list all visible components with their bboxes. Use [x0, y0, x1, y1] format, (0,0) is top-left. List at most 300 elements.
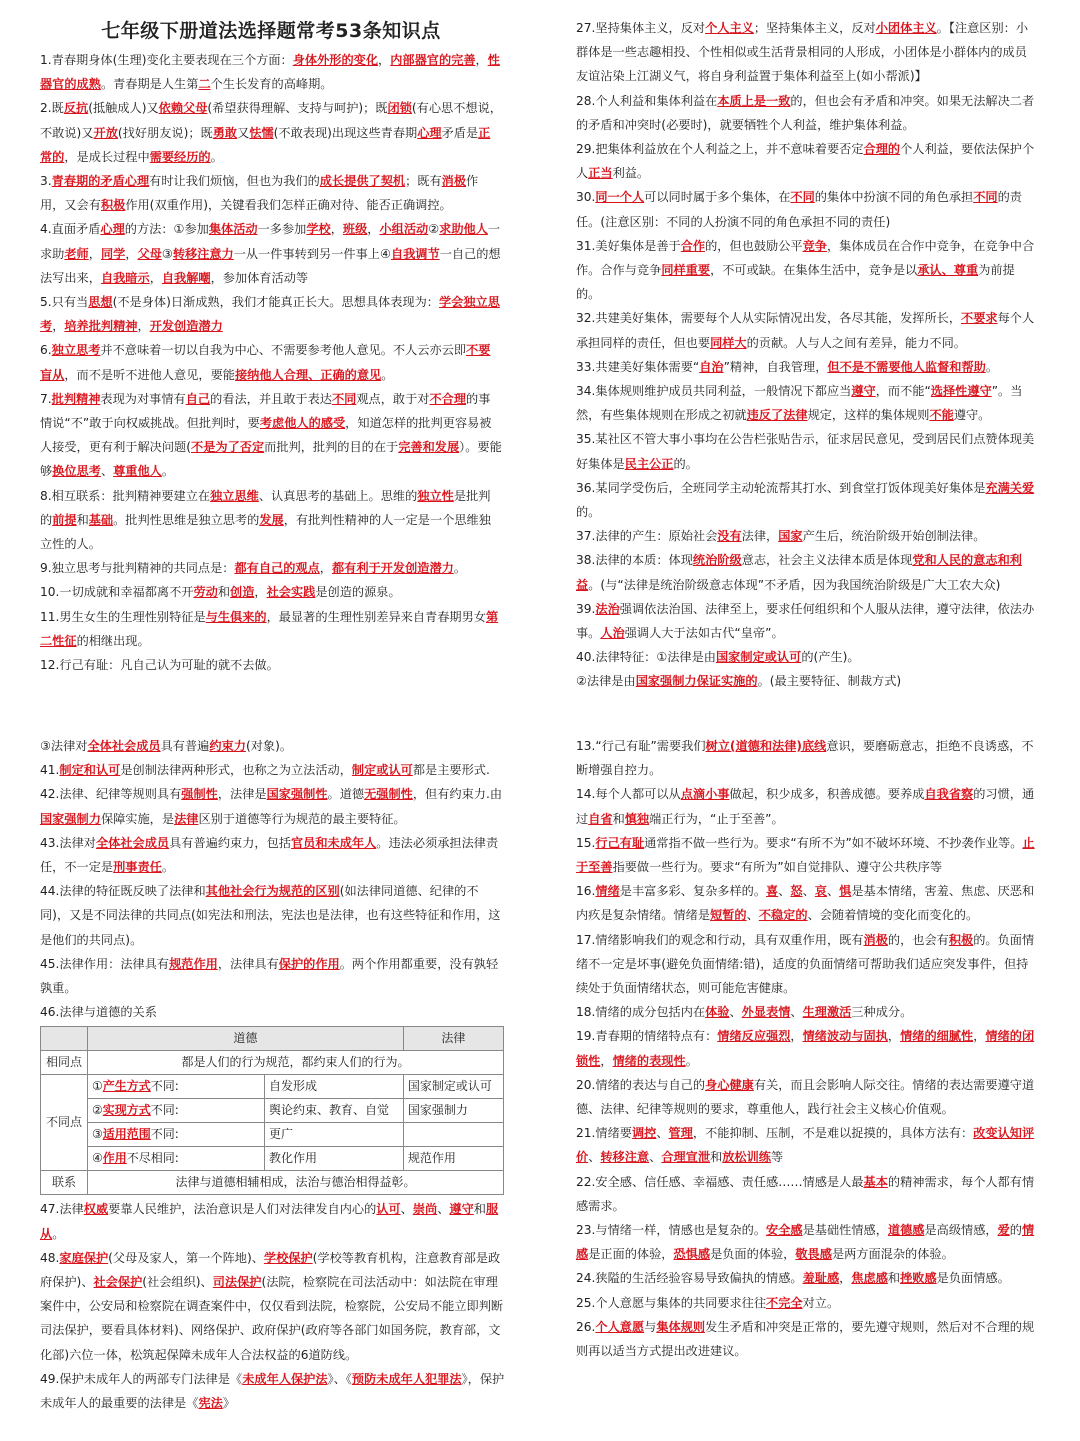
table-row [41, 1099, 504, 1123]
key-term: 合理宣泄 [661, 1150, 711, 1165]
knowledge-point [576, 1024, 1038, 1072]
key-term: 发展 [259, 512, 284, 527]
point-text: 的 [1009, 1223, 1022, 1238]
knowledge-point [40, 217, 502, 290]
point-text: (希望获得理解、支持与呵护)；既 [207, 101, 388, 116]
knowledge-point [40, 169, 502, 217]
key-term: 外显表情 [741, 1005, 791, 1020]
point-text: 每个人承担同样的责任，但也要 [576, 311, 1035, 350]
point-text: 17.情绪影响我们的观念和行动，具有双重作用，既有 [576, 932, 864, 947]
point-text: (找好朋友说)；既 [117, 125, 213, 140]
knowledge-point [576, 548, 1038, 596]
point-text: 7. [40, 391, 52, 406]
key-term: 情感 [576, 1223, 1035, 1262]
point-text: 25.个人意愿与集体的共同要求往往 [576, 1295, 767, 1310]
key-term: 不要求 [961, 311, 998, 326]
point-text: ③法律对 [40, 739, 88, 753]
key-term: 法律 [174, 811, 199, 826]
point-text: ，有批判性精神的人一定是一个思维独立性的人。 [40, 512, 491, 552]
point-text: (对象)。 [245, 739, 293, 753]
knowledge-point [576, 185, 1038, 233]
point-text: 强调人大于法如古代“皇帝”。 [624, 626, 784, 641]
key-term: 改变认知评价 [576, 1126, 1035, 1165]
point-text: 31.美好集体是善于 [576, 238, 681, 253]
point-text: 、 [649, 1150, 662, 1165]
key-term: 恐惧感 [673, 1247, 711, 1262]
key-term: 惧 [839, 884, 852, 899]
key-term: 心理 [417, 125, 442, 140]
key-term: 同学 [100, 246, 126, 261]
point-text: 保障实施，是 [100, 811, 175, 826]
point-text: 遵守。 [953, 408, 991, 423]
point-text: 45.法律作用：法律具有 [40, 956, 170, 971]
point-text: 36.某同学受伤后，全班同学主动轮流帮其打水、到食堂打饭体现美好集体是 [576, 480, 986, 495]
point-text: 三种成分。 [851, 1005, 913, 1020]
knowledge-point [40, 782, 506, 830]
key-term: 创造 [230, 585, 255, 600]
key-term: 点滴小事 [680, 787, 730, 802]
point-text: 是批判的 [40, 488, 491, 527]
key-term: 身心健康 [705, 1077, 754, 1092]
point-text: 24.狭隘的生活经验容易导致偏执的情感。 [576, 1271, 803, 1286]
key-term: 个人意愿 [595, 1319, 645, 1334]
point-text: ，是成长过程中 [64, 149, 150, 164]
key-term: 违反了法律 [746, 408, 808, 423]
point-text: 的方法：①参加 [124, 222, 209, 237]
key-term: 消极 [441, 174, 467, 189]
point-text: 是负面情感。 [936, 1271, 1010, 1286]
point-text: ，不可或缺。在集体生活中，竞争是以 [710, 263, 918, 278]
point-text: ，不能抑制、压制，不是难以捉摸的，具体方法有： [692, 1126, 974, 1141]
table-row [41, 1051, 504, 1075]
point-text: 和 [710, 1150, 723, 1165]
point-text: 18.情绪的成分包括内在 [576, 1005, 706, 1020]
point-text: 12.行己有耻：凡自己认为可耻的就不去做。 [40, 658, 279, 673]
key-term: 心理 [100, 222, 125, 237]
key-term: 都有利于开发创造潜力 [331, 561, 454, 576]
knowledge-point [40, 484, 502, 557]
key-term: 积极 [100, 198, 126, 213]
key-term: 法治 [595, 601, 620, 616]
key-term: 不稳定的 [758, 908, 808, 923]
key-term: 转移注意 [600, 1150, 650, 1165]
key-term: 国家强制力 [40, 811, 101, 826]
point-text: ；坚持集体主义，反对 [753, 21, 876, 35]
key-term: 二 [198, 77, 211, 92]
point-text: 9.独立思考与批判精神的共同点是： [40, 561, 235, 576]
point-text: 41. [40, 763, 60, 778]
key-term: 性器官的成熟 [40, 53, 500, 92]
point-text: 是基本情绪，害羞、焦虑、厌恶和内疚是复杂情绪。情绪是 [576, 884, 1035, 923]
page-title: 七年级下册道法选择题常考53条知识点 [101, 20, 441, 42]
knowledge-point [576, 379, 1038, 427]
row-label: 相同点 [41, 1051, 88, 1075]
key-term: 基础 [88, 512, 114, 527]
point-text: 一求助 [40, 222, 501, 261]
key-term: 成长提供了契机 [319, 174, 406, 189]
diff-aspect: ④作用不尽相同: [88, 1147, 265, 1171]
knowledge-point [576, 734, 1038, 782]
point-text: 具有普遍约束力，包括 [169, 835, 291, 850]
point-text: (有心思不想说，不敢说)又 [40, 101, 502, 140]
point-text: 》，保护未成年人的最重要的法律是《 [40, 1371, 505, 1411]
key-term: 独立思维 [210, 488, 259, 503]
table-header-row [41, 1027, 504, 1051]
key-term: 同一个人 [595, 190, 645, 205]
point-text: 、 [802, 884, 815, 899]
point-text: 15. [576, 835, 596, 850]
point-text: ， [367, 222, 380, 237]
knowledge-point [40, 1367, 506, 1415]
point-text: 。 [161, 464, 175, 479]
knowledge-point [576, 928, 1038, 1001]
point-text: ，法律是 [217, 787, 267, 802]
point-text: 矛盾是 [441, 125, 479, 140]
key-term: 集体规则 [656, 1319, 706, 1334]
knowledge-point [576, 427, 1038, 475]
point-text: 》 [222, 1396, 235, 1411]
key-term: 合理的 [863, 142, 901, 157]
key-term: 第二性征 [40, 609, 499, 648]
point-text: 作用，又会有 [40, 174, 479, 213]
knowledge-point [40, 653, 502, 677]
key-term: 老师 [64, 246, 89, 261]
key-term: 保护的作用 [278, 956, 340, 971]
point-text: 、 [778, 884, 791, 899]
key-term: 怒 [790, 884, 803, 899]
key-term: 安全感 [766, 1223, 803, 1238]
knowledge-point [40, 758, 506, 782]
point-text: 27.坚持集体主义，反对 [576, 21, 706, 35]
point-text: ， [790, 1029, 803, 1044]
knowledge-point [576, 306, 1038, 354]
point-text: 》、《 [327, 1371, 352, 1386]
point-text: 、 [826, 884, 840, 899]
key-term: 培养批判精神 [64, 319, 138, 334]
key-term: 但不是不需要他人监督和帮助 [827, 359, 986, 374]
point-text: 35.某社区不管大事小事均在公告栏张贴告示，征求居民意见，受到居民们点赞体现美好集体是 [576, 432, 1035, 471]
key-term: 管理 [668, 1126, 693, 1141]
knowledge-point [576, 1000, 1038, 1024]
key-term: 集体活动 [208, 222, 258, 237]
point-text: 做起，积少成多，积善成德。要养成 [729, 787, 925, 802]
point-text: 指要做一些行为。要求“有所为”如自觉排队、遵守公共秩序等 [612, 860, 943, 875]
point-text: 32.共建美好集体，需要每个人从实际情况出发，各尽其能，发挥所长， [576, 311, 962, 326]
point-text: 8.相互联系：批判精神要建立在 [40, 488, 211, 503]
point-text: 30. [576, 190, 596, 205]
point-text: 。 [453, 561, 467, 576]
point-text: (法院，检察院在司法活动中：如法院在审理案件中，公安局和检察院在调查案件中，仅仅看到法院，检察院，公安局不能立即判断司法保护，要看具体材料)、网络保护、政府保护(政府等各部门如国务院，教育部，文化部)六位一体，松筑起保障未成年人合法权益的6道防线。 [40, 1275, 504, 1362]
key-term: 不要盲从 [40, 343, 491, 382]
point-text: 端正行为，“止于至善”。 [649, 811, 784, 826]
key-term: 依赖父母 [158, 101, 208, 116]
point-text: ③ [161, 246, 173, 261]
knowledge-point [40, 338, 502, 386]
point-text: ，但有约束力.由 [412, 787, 503, 802]
knowledge-point [40, 290, 502, 338]
point-text: 、 [437, 1202, 450, 1217]
key-term: 合作 [680, 238, 706, 253]
point-text: 、 [656, 1126, 669, 1141]
point-text: 和 [217, 585, 231, 600]
law-morality-table [40, 1026, 504, 1195]
point-text: 是创制法律两种形式，也称之为立法活动， [120, 763, 352, 778]
point-text: 44.法律的特征既反映了法律和 [40, 884, 206, 899]
point-text: ②法律是由 [576, 674, 636, 689]
key-term: 崇尚 [412, 1202, 438, 1217]
key-term: 自我调节 [390, 246, 440, 261]
point-text: 要靠人民维护，法治意识是人们对法律发自内心的 [108, 1202, 377, 1217]
point-text: 是两方面混杂的体验。 [831, 1247, 954, 1262]
point-text: 观点，敢于对 [356, 391, 430, 406]
moral-cell: 教化作用 [265, 1147, 404, 1171]
point-text: 的看法，并且敢于表达 [210, 391, 332, 406]
point-text: 意识，要磨砺意志，拒绝不良诱惑，不断增强自控力。 [576, 739, 1034, 778]
key-term: 无强制性 [364, 787, 413, 802]
table-row [41, 1075, 504, 1099]
key-term: 遵守 [851, 384, 876, 399]
top-left-column [40, 16, 502, 677]
point-text: ， [378, 53, 391, 67]
key-term: 充满关爱 [985, 480, 1035, 495]
point-text: 可以同时属于多个集体，在 [644, 190, 791, 205]
point-text: 的习惯，通过 [576, 787, 1035, 826]
point-text: 42.法律、纪律等规则具有 [40, 787, 182, 802]
key-term: 勇敢 [212, 125, 238, 140]
key-term: 同样重要 [661, 263, 711, 278]
key-term: 规范作用 [169, 956, 218, 971]
key-term: 考虑他人的感受 [259, 416, 346, 431]
key-term: 喜 [766, 884, 779, 899]
key-term: 羞耻感 [802, 1271, 840, 1286]
table-header-cell: 道德 [88, 1027, 404, 1051]
key-term: 小组活动 [379, 222, 429, 237]
point-text: ， [973, 1029, 986, 1044]
key-term: 强制性 [181, 787, 218, 802]
key-term: 独立性 [417, 488, 454, 503]
knowledge-point [576, 831, 1038, 879]
key-term: 情绪 [595, 884, 620, 899]
row-label: 不同点 [41, 1075, 88, 1171]
point-text: 。 [210, 149, 223, 164]
key-term: 不同 [331, 391, 357, 406]
key-term: 情绪的闭锁性 [576, 1029, 1035, 1068]
point-text: 和 [473, 1202, 486, 1217]
point-text: (学校等教育机构，注意教育部是政府保护)、 [40, 1250, 501, 1290]
point-text: 、会随着情境的变化而变化的。 [807, 908, 979, 923]
point-text: 19.青春期的情绪特点有： [576, 1029, 718, 1044]
key-term: 内部器官的完善 [390, 53, 476, 67]
point-text: 47.法律 [40, 1202, 84, 1217]
point-text: (不敢表现)出现这些青春期 [273, 125, 418, 140]
key-term: 服从 [40, 1202, 499, 1241]
key-term: 司法保护 [212, 1275, 262, 1290]
point-text: 的，但也会有矛盾和冲突。如果无法解决二者的矛盾和冲突时(必要时)，就要牺牲个人利益，维护集体利益。 [576, 93, 1035, 132]
point-text: ② [428, 222, 440, 237]
point-text: ， [137, 319, 150, 334]
key-term: 情绪波动与固执 [802, 1029, 888, 1044]
key-term: 未成年人保护法 [242, 1371, 328, 1386]
key-term: 消极 [863, 932, 888, 947]
point-text: 。青春期是人生第 [100, 77, 199, 92]
key-term: 转移注意力 [172, 246, 234, 261]
table-header-cell [41, 1027, 88, 1051]
key-term: 学会独立思考 [40, 295, 500, 334]
moral-cell: 自发形成 [265, 1075, 404, 1099]
law-cell: 国家制定或认可 [403, 1075, 503, 1099]
key-term: 开发创造潜力 [149, 319, 223, 334]
knowledge-point [576, 669, 1038, 693]
key-term: 闭锁 [387, 101, 412, 116]
key-term: 认可 [376, 1202, 401, 1217]
diff-aspect: ①产生方式不同: [88, 1075, 265, 1099]
point-text: 10.一切成就和幸福都离不开 [40, 585, 194, 600]
point-text: ， [839, 1271, 852, 1286]
point-text: 并不意味着一切以自我为中心、不需要参考他人意见。不人云亦云即 [100, 343, 467, 358]
point-text: 。 [685, 1053, 698, 1068]
point-text: 个生长发育的高峰期。 [210, 77, 333, 92]
knowledge-point [40, 734, 506, 758]
key-term: 生理激活 [802, 1005, 852, 1020]
top-right-column [576, 16, 1038, 694]
point-text: (不是身体)日渐成熟，我们才能真正长大。思想具体表现为： [112, 295, 439, 310]
point-text: ，集体成员在合作中竞争，在竞争中合作。合作与竞争 [576, 238, 1035, 278]
point-text: 37.法律的产生：原始社会 [576, 529, 718, 544]
knowledge-point [40, 1197, 506, 1245]
point-text: 、 [400, 1202, 413, 1217]
key-term: 宪法 [198, 1396, 223, 1411]
point-text: 、 [588, 1150, 601, 1165]
point-text: 是高级情感， [924, 1223, 998, 1238]
point-text: 有关，而且会影响人际交往。情绪的表达需要遵守道德、法律、纪律等规则的要求，尊重他人，践行社会主义核心价值观。 [576, 1077, 1035, 1117]
point-text: 对立。 [802, 1295, 840, 1310]
knowledge-point [576, 234, 1038, 307]
row-text: 法律与道德相辅相成，法治与德治相得益彰。 [88, 1171, 504, 1195]
knowledge-point [576, 1073, 1038, 1121]
point-text: 。 [381, 367, 394, 382]
table-row [41, 1171, 504, 1195]
point-text: ，法律具有 [217, 956, 279, 971]
key-term: 止于至善 [576, 835, 1035, 875]
point-text: 。 [985, 359, 999, 374]
key-term: 本质上是一致 [717, 93, 791, 108]
key-term: 基本 [863, 1174, 888, 1189]
table-row [41, 1147, 504, 1171]
point-text: 等 [771, 1150, 784, 1165]
knowledge-point [576, 524, 1038, 548]
bottom-right-column [576, 734, 1038, 1363]
key-term: 承认、尊重 [917, 263, 979, 278]
point-text: 23.与情绪一样，情感也是复杂的。 [576, 1223, 767, 1238]
key-term: 全体社会成员 [87, 739, 161, 753]
point-text: 、 [746, 908, 759, 923]
point-text: ， [88, 246, 101, 261]
point-text: 的，但也鼓励公平 [705, 238, 803, 253]
key-term: 调控 [631, 1126, 657, 1141]
key-term: 青春期的矛盾心理 [51, 174, 150, 189]
points-list [576, 16, 1038, 694]
point-text: ， [600, 1053, 613, 1068]
point-text: 21.情绪要 [576, 1126, 632, 1141]
point-text: 40.法律特征：①法律是由 [576, 650, 716, 665]
point-text: ， [319, 561, 332, 576]
point-text: ， [125, 246, 138, 261]
row-label: 联系 [41, 1171, 88, 1195]
point-text: 是丰富多彩、复杂多样的。 [619, 884, 767, 899]
key-term: 与生俱来的 [205, 609, 267, 624]
key-term: 官员和未成年人 [290, 835, 377, 850]
knowledge-point [576, 1291, 1038, 1315]
key-term: 敬畏感 [795, 1247, 832, 1262]
key-term: 批判精神 [51, 391, 101, 406]
knowledge-point [40, 605, 502, 653]
key-term: 社会保护 [93, 1275, 143, 1290]
key-term: 班级 [342, 222, 368, 237]
point-text: 是创造的源泉。 [315, 585, 401, 600]
key-term: 身体外形的变化 [292, 53, 379, 67]
key-term: 情绪反应强烈 [717, 1029, 791, 1044]
table-row [41, 1123, 504, 1147]
key-term: 自我解嘲 [161, 270, 211, 285]
point-text: 是正面的体验， [588, 1247, 674, 1262]
key-term: 接纳他人合理、正确的意见 [235, 367, 382, 382]
point-text: 发生矛盾和冲突是正常的，要先遵守规则，然后对不合理的规则再以适当方式提出改进建议。 [576, 1319, 1035, 1359]
key-term: 个人主义 [705, 21, 754, 35]
key-term: 父母 [137, 246, 162, 261]
knowledge-point [40, 556, 502, 580]
point-text: 有时让我们烦恼，但也为我们的 [149, 174, 320, 189]
point-text: 11.男生女生的生理性别特征是 [40, 609, 206, 624]
point-text: 和 [76, 512, 89, 527]
point-text: 的精神需求，每个人都有情感需求。 [576, 1174, 1035, 1213]
key-term: 树立(道德和法律)底线 [705, 739, 827, 753]
point-text: 产生后，统治阶级开始创制法律。 [802, 529, 986, 544]
point-text: 20.情绪的表达与自己的 [576, 1077, 706, 1092]
key-term: 竞争 [802, 238, 827, 253]
point-text: 而批判，批判的目的在于 [264, 440, 399, 455]
key-term: 积极 [948, 932, 974, 947]
points-list [40, 48, 502, 677]
point-text: ）。要能够 [40, 440, 502, 479]
key-term: 国家 [778, 529, 803, 544]
key-term: 自己 [185, 391, 211, 406]
key-term: 自省 [588, 811, 613, 826]
key-term: 放松训练 [722, 1150, 771, 1165]
point-text: ”。当然，有些集体规则在形成之初就 [576, 384, 1023, 423]
knowledge-point [576, 597, 1038, 645]
key-term: 正常的 [40, 125, 491, 164]
key-term: 独立思考 [51, 343, 101, 358]
point-text: 的。 [576, 505, 601, 520]
key-term: 思想 [88, 295, 113, 310]
point-text: 29.把集体利益放在个人利益之上，并不意味着要否定 [576, 142, 864, 157]
point-text: 区别于道德等行为规范的最主要特征。 [198, 811, 406, 826]
point-text: 都是主要形式. [412, 763, 490, 778]
key-term: 不合理 [429, 391, 467, 406]
key-term: 选择性遵守 [930, 384, 992, 399]
knowledge-point [576, 16, 1038, 89]
point-text: 33.共建美好集体需要“ [576, 359, 700, 374]
knowledge-point [576, 476, 1038, 524]
point-text: 、 [729, 1005, 742, 1020]
diff-aspect: ③适用范围不同: [88, 1123, 265, 1147]
point-text: ， [475, 53, 488, 67]
key-term: 换位思考 [52, 464, 101, 479]
point-text: ， [887, 1029, 901, 1044]
key-term: 遵守 [449, 1202, 474, 1217]
row-text: 都是人们的行为规范，都约束人们的行为。 [88, 1051, 504, 1075]
point-text: 、认真思考的基础上。思维的 [258, 488, 418, 503]
